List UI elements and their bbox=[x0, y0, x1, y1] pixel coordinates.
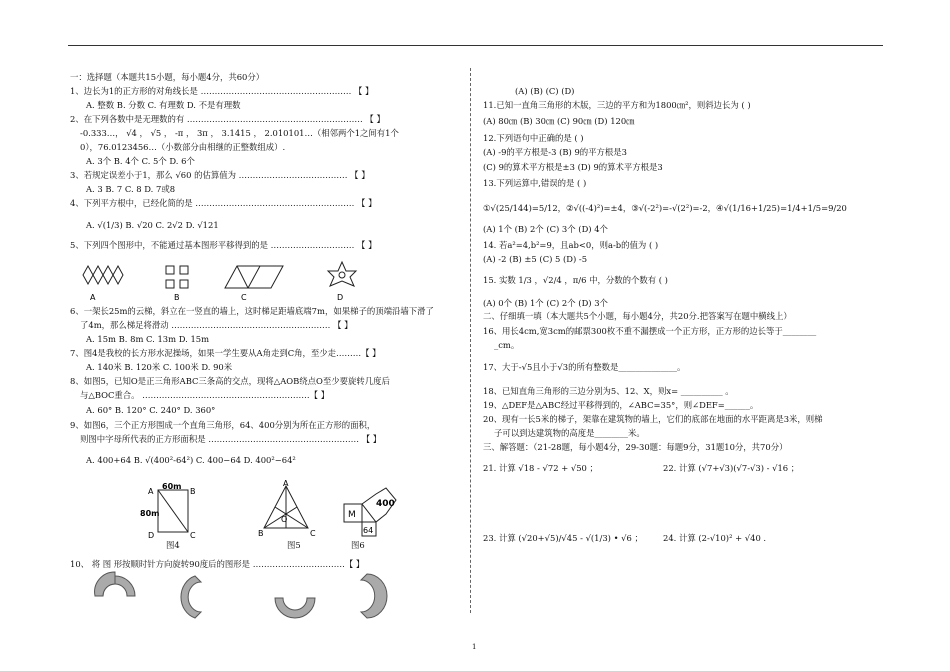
text-line: 6、一架长25m的云梯，斜立在一竖直的墙上，这时梯足距墙底端7m，如果梯子的顶端沿墙下滑了 bbox=[70, 306, 434, 316]
figure-a-rhombus-chain bbox=[83, 266, 123, 284]
text-line: 1、边长为1的正方形的对角线长是 ……………………………………………… 【 】 bbox=[70, 86, 374, 96]
text-line: 了4m，那么梯足将滑动 ………………………………………………… 【 】 bbox=[80, 320, 353, 330]
text-line: 20、现有一长5米的梯子，架靠在建筑物的墙上，它们的底部在地面的水平距离是3米，则梯 bbox=[483, 414, 823, 424]
text-line: 24. 计算 (2-√10)² + √40 . bbox=[663, 533, 767, 543]
text-line: 0），76.0123456…（小数部分由相继的正整数组成）. bbox=[80, 142, 286, 152]
text-line: 一：选择题（本题共15小题，每小题4分，共60分） bbox=[70, 72, 265, 82]
text-line: 22. 计算 (√7+√3)(√7-√3) - √16 ； bbox=[663, 463, 800, 473]
text-line: 3、若规定误差小于1，那么 √60 的估算值为 ………………………………… 【 】 bbox=[70, 170, 370, 180]
text-line: 9、如图6，三个正方形围成一个直角三角形，64、400分别为所在正方形的面积， bbox=[70, 420, 376, 430]
text-line: 图5 bbox=[287, 540, 301, 550]
fig-label-b: B bbox=[174, 293, 180, 302]
figure-5-triangle bbox=[258, 480, 320, 538]
figure-4-rectangle bbox=[140, 482, 210, 540]
rect-width-label: 60m bbox=[162, 482, 182, 491]
text-line: 12.下列语句中正确的是 ( ) bbox=[483, 133, 584, 143]
text-line: 8、如图5，已知O是正三角形ABC三条高的交点，现将△AOB绕点O至少要旋转几度后 bbox=[70, 376, 390, 386]
rect-height-label: 80m bbox=[140, 509, 160, 518]
text-line: 16、用长4cm,宽3cm的邮票300枚不重不漏摆成一个正方形，正方形的边长等于________ bbox=[483, 326, 817, 336]
text-line: 18、已知直角三角形的三边分别为5、12、X，则x= __________ 。 bbox=[483, 386, 734, 396]
text-line: A. √(1/3) B. √20 C. 2√2 D. √121 bbox=[86, 220, 219, 230]
text-line: A. 140米 B. 120米 C. 100米 D. 90米 bbox=[86, 362, 233, 372]
tri-label-b: B bbox=[258, 529, 264, 538]
q10-shapes bbox=[85, 562, 425, 624]
rect-label-c: C bbox=[190, 531, 196, 540]
text-line: 23. 计算 (√20+√5)/√45 - √(1/3) • √6 ； bbox=[483, 533, 643, 543]
text-line: 5、下列四个图形中，不能通过基本图形平移得到的是 ………………………… 【 】 bbox=[70, 240, 377, 250]
text-line: 21. 计算 √18 - √72 + √50 ； bbox=[483, 463, 598, 473]
text-line: 19、△DEF是△ABC经过平移得到的，∠ABC=35°，则∠DEF=______。 bbox=[483, 400, 759, 410]
text-line: 则图中字母所代表的正方形面积是 ……………………………………………… 【 】 bbox=[80, 434, 382, 444]
column-divider bbox=[470, 68, 471, 613]
text-line: 15. 实数 1/3 ，√2/4 ，π/6 中，分数的个数有 ( ) bbox=[483, 275, 668, 285]
text-line: ①√(25/144)=5/12，②√((-4)²)=±4，③√(-2²)=-√(2²)=-2，④√(1/16+1/25)=1/4+1/5=9/20 bbox=[483, 203, 847, 213]
square-label-400: 400 bbox=[376, 499, 395, 509]
text-line: A. 60° B. 120° C. 240° D. 360° bbox=[86, 405, 216, 415]
figure-6-squares bbox=[340, 486, 400, 538]
text-line: A. 整数 B. 分数 C. 有理数 D. 不是有理数 bbox=[86, 100, 241, 110]
fig-label-c: C bbox=[241, 293, 247, 302]
text-line: (A) -2 (B) ±5 (C) 5 (D) -5 bbox=[483, 254, 588, 264]
page-number: 1 bbox=[472, 643, 477, 651]
text-line: 子可以到达建筑物的高度是________米。 bbox=[494, 428, 645, 438]
text-line: A. 15m B. 8m C. 13m D. 15m bbox=[86, 334, 210, 344]
option-d-arc bbox=[361, 574, 387, 618]
figure-b-four-squares bbox=[166, 266, 188, 288]
text-line: 图6 bbox=[351, 540, 365, 550]
option-a-arc bbox=[95, 572, 115, 596]
text-line: 图4 bbox=[166, 540, 180, 550]
fig-label-a: A bbox=[90, 293, 96, 302]
text-line: 11.已知一直角三角形的木版，三边的平方和为1800㎝²，则斜边长为 ( ) bbox=[483, 100, 751, 110]
text-line: 7、图4是我校的长方形水泥操场，如果一学生要从A角走到C角，至少走………【 】 bbox=[70, 348, 381, 358]
text-line: 14. 若a²=4,b²=9，且ab<0，则a-b的值为 ( ) bbox=[483, 240, 659, 250]
text-line: 2、在下列各数中是无理数的有 ……………………………………………………… 【 】 bbox=[70, 114, 385, 124]
text-line: 二、仔细填一填（本大题共5个小题，每小题4分，共20分.把答案写在题中横线上） bbox=[483, 311, 792, 321]
square-label-m: M bbox=[348, 510, 356, 520]
tri-label-c: C bbox=[310, 529, 316, 538]
text-line: (A) 80㎝ (B) 30㎝ (C) 90㎝ (D) 120㎝ bbox=[483, 116, 635, 126]
text-line: 4、下列平方根中，已经化简的是 ………………………………………………… 【 】 bbox=[70, 198, 377, 208]
text-line: _cm。 bbox=[494, 340, 520, 350]
square-label-64: 64 bbox=[363, 526, 374, 535]
tri-label-a: A bbox=[283, 480, 289, 488]
option-c-arc bbox=[275, 598, 315, 618]
text-line: -0.333…， √4 ， √5 ， -π ， 3π ， 3.1415 ， 2.010101…（相邻两个1之间有1个 bbox=[80, 128, 399, 138]
text-line: (A) 0个 (B) 1个 (C) 2个 (D) 3个 bbox=[483, 298, 608, 308]
text-line: A. 3 B. 7 C. 8 D. 7或8 bbox=[86, 184, 176, 194]
text-line: 17、大于-√5且小于√3的所有整数是______________。 bbox=[483, 362, 686, 372]
text-line: 10、 将 图 形按顺时针方向旋转90度后的图形是 ……………………………【 】 bbox=[70, 559, 365, 569]
fig-label-d: D bbox=[337, 293, 344, 302]
text-line: (A) (B) (C) (D) bbox=[515, 86, 575, 96]
q5-figures bbox=[80, 258, 380, 304]
text-line: A. 400+64 B. √(400²-64²) C. 400−64 D. 400²−64² bbox=[86, 455, 296, 465]
rect-label-a: A bbox=[148, 487, 154, 496]
text-line: 与△BOC重合。 ……………………………………………………【 】 bbox=[80, 390, 330, 400]
rect-label-b: B bbox=[190, 487, 196, 496]
text-line: (C) 9的算术平方根是±3 (D) 9的算术平方根是3 bbox=[483, 162, 663, 172]
text-line: 三、解答题：（21-28题，每小题4分，29-30题：每题9分，31题10分，共70分） bbox=[483, 442, 788, 452]
option-b-arc bbox=[181, 576, 201, 618]
text-line: 13.下列运算中,错误的是 ( ) bbox=[483, 178, 587, 188]
figure-d-star bbox=[328, 262, 356, 286]
text-line: (A) -9的平方根是-3 (B) 9的平方根是3 bbox=[483, 147, 627, 157]
text-line: A. 3个 B. 4个 C. 5个 D. 6个 bbox=[86, 156, 195, 166]
rect-label-d: D bbox=[148, 531, 155, 540]
header-rule bbox=[68, 45, 883, 46]
text-line: (A) 1个 (B) 2个 (C) 3个 (D) 4个 bbox=[483, 224, 608, 234]
figure-c-parallelograms bbox=[225, 266, 283, 288]
tri-label-o: O bbox=[281, 515, 288, 524]
